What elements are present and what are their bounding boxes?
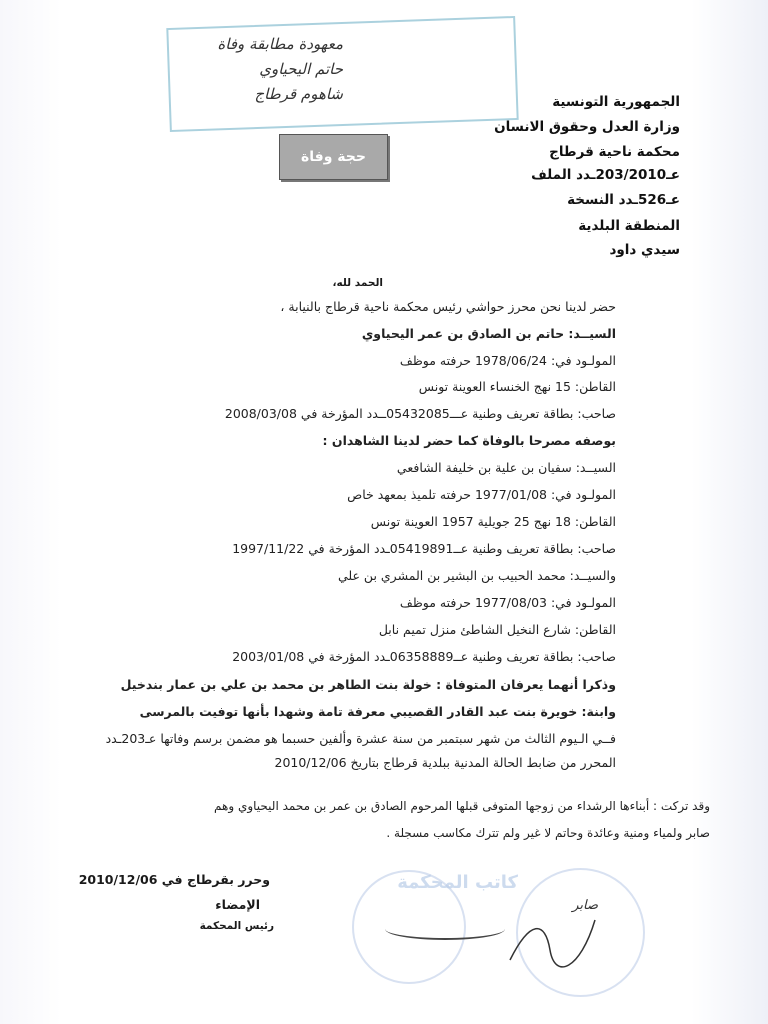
death-line-1: فــي الـيوم الثالث من شهر سبتمبر من سنة عشرة وألفين حسبما هو مضمن برسم وفاتها عـ203ـدد: [105, 731, 616, 746]
header-municipal-zone: المنطقة البلدية: [578, 218, 680, 234]
header-copy-number: عـ526ـدد النسخة: [567, 192, 680, 208]
court-president: رئيس المحكمة: [199, 920, 274, 932]
opening-praise: الحمد لله،: [332, 277, 383, 289]
header-republic: الجمهورية التونسية: [552, 94, 680, 110]
signature-scribble: [500, 900, 620, 980]
intro-line: حضر لدينا نحن محرز حواشي رئيس محكمة ناحية قرطاج بالنيابة ،: [280, 299, 616, 314]
header-file-number: عـ203/2010ـدد الملف: [531, 167, 680, 183]
witness1-birth: المولـود في: 1977/01/08 حرفته تلميذ بمعهد خاص: [347, 487, 616, 502]
header-court: محكمة ناحية قرطاج: [549, 144, 680, 160]
witness1-address: القاطن: 18 نهج 25 جويلية 1957 العوينة تونس: [370, 514, 616, 529]
signature-stroke: [385, 918, 505, 940]
header-municipality: سيدي داود: [609, 242, 680, 258]
witness2-birth: المولـود في: 1977/08/03 حرفته موظف: [399, 595, 616, 610]
document-title-box: [279, 134, 388, 180]
clerk-stamp-label: كاتب المحكمة: [397, 872, 518, 893]
deceased-birth: المولـود في: 1978/06/24 حرفته موظف: [399, 353, 616, 368]
deceased-address: القاطن: 15 نهج الخنساء العوينة تونس: [418, 379, 616, 394]
daughter-line: وابنة: خويرة بنت عبد القادر القصيبي معرفة تامة وشهدا بأنها توفيت بالمرسى: [139, 704, 616, 719]
written-at: وحرر بقرطاج في 2010/12/06: [78, 872, 270, 887]
handwritten-note-1: معهودة مطابقة وفاة: [217, 35, 343, 53]
heirs-line-1: وقد تركت : أبناءها الرشداء من زوجها المتوفى قبلها المرحوم الصادق بن عمر بن محمد اليحياوي وهم: [214, 799, 710, 813]
deceased-id: صاحب: بطاقة تعريف وطنية عـــ05432085ــدد المؤرخة في 2008/03/08: [224, 406, 616, 421]
witness2-id: صاحب: بطاقة تعريف وطنية عــ06358889ـدد المؤرخة في 2003/01/08: [232, 649, 616, 664]
witness2-name: والسيــد: محمد الحبيب بن البشير بن المشري بن علي: [337, 568, 616, 583]
handwritten-note-2: حاتم اليحياوي: [259, 60, 343, 78]
heirs-line-2: صابر ولمياء ومنية وعائدة وحاتم لا غير ولم تترك مكاسب مسجلة .: [386, 826, 710, 840]
handwritten-note-3: شاهوم قرطاج: [254, 85, 343, 103]
witness1-id: صاحب: بطاقة تعريف وطنية عــ05419891ـدد المؤرخة في 1997/11/22: [232, 541, 616, 556]
header-ministry: وزارة العدل وحقوق الانسان: [494, 119, 680, 135]
deceased-name: السيــد: حاتم بن الصادق بن عمر اليحياوي: [361, 326, 616, 341]
death-line-2: المحرر من ضابط الحالة المدنية ببلدية قرطاج بتاريخ 2010/12/06: [274, 755, 616, 770]
witnesses-intro: بوصفه مصرحا بالوفاة كما حضر لدينا الشاهدان :: [322, 433, 616, 448]
witness1-name: السيــد: سفيان بن علية بن خليفة الشافعي: [396, 460, 616, 475]
mention-deceased: وذكرا أنهما يعرفان المتوفاة : خولة بنت الطاهر بن محمد بن علي بن عمار بندخيل: [120, 677, 616, 692]
handwritten-note-bottom: صابر: [572, 898, 598, 913]
document-title: حجة وفاة: [301, 149, 366, 165]
signature-label: الإمضاء: [215, 897, 260, 912]
witness2-address: القاطن: شارع النخيل الشاطئ منزل تميم نابل: [378, 622, 616, 637]
